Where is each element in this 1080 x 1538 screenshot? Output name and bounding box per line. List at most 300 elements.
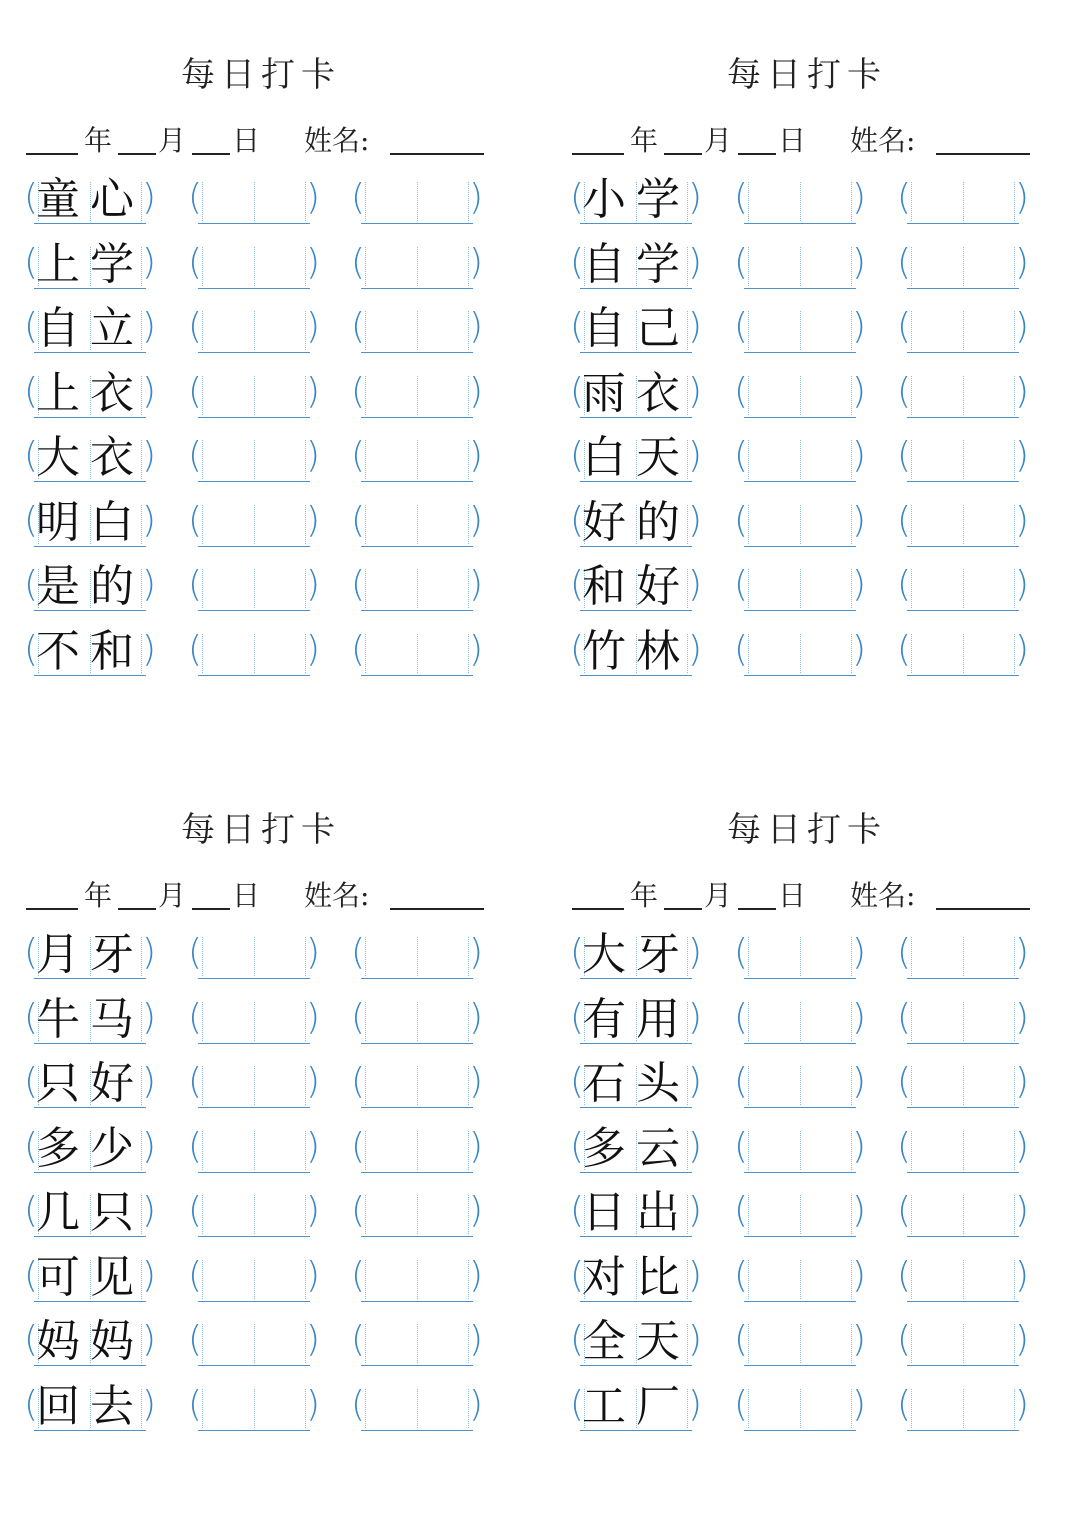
center-guide bbox=[254, 569, 255, 608]
date-name-line bbox=[26, 123, 496, 159]
left-paren: ( bbox=[734, 1254, 749, 1296]
practice-cell[interactable] bbox=[353, 1314, 481, 1370]
practice-cell[interactable] bbox=[736, 237, 864, 293]
writing-box[interactable] bbox=[744, 1189, 856, 1237]
writing-box[interactable] bbox=[361, 1125, 473, 1173]
writing-box[interactable] bbox=[907, 1254, 1019, 1302]
practice-cell[interactable] bbox=[353, 1250, 481, 1306]
name-label: 姓名: bbox=[850, 124, 916, 157]
left-paren: ( bbox=[734, 1383, 749, 1425]
center-guide bbox=[417, 634, 418, 673]
practice-cell[interactable] bbox=[736, 1056, 864, 1112]
practice-cell[interactable] bbox=[190, 992, 318, 1048]
practice-cell[interactable] bbox=[736, 430, 864, 486]
center-guide bbox=[800, 376, 801, 415]
left-paren: ( bbox=[734, 932, 749, 973]
writing-box[interactable] bbox=[198, 563, 310, 611]
writing-box[interactable] bbox=[907, 499, 1019, 547]
writing-box[interactable] bbox=[744, 434, 856, 482]
center-guide bbox=[254, 1195, 255, 1234]
practice-cell[interactable] bbox=[190, 1314, 318, 1370]
center-guide bbox=[254, 1324, 255, 1363]
example-cell bbox=[572, 559, 700, 615]
example-word: 月牙 bbox=[36, 929, 144, 980]
left-paren: ( bbox=[897, 177, 912, 218]
center-guide bbox=[963, 634, 964, 673]
practice-cell[interactable] bbox=[899, 624, 1027, 680]
right-paren: ) bbox=[305, 435, 320, 476]
writing-box[interactable] bbox=[361, 241, 473, 289]
writing-box[interactable] bbox=[361, 499, 473, 547]
practice-cell[interactable] bbox=[353, 927, 481, 983]
practice-cell[interactable] bbox=[736, 172, 864, 228]
practice-cell[interactable] bbox=[899, 1121, 1027, 1177]
practice-cell[interactable] bbox=[353, 172, 481, 228]
practice-cell[interactable] bbox=[190, 1250, 318, 1306]
practice-cell[interactable] bbox=[736, 927, 864, 983]
right-paren: ) bbox=[468, 932, 483, 973]
right-paren: ) bbox=[141, 370, 156, 412]
right-paren: ) bbox=[141, 241, 156, 283]
month-blank[interactable] bbox=[664, 908, 702, 910]
practice-cell[interactable] bbox=[899, 301, 1027, 357]
writing-box[interactable] bbox=[361, 996, 473, 1044]
right-paren: ) bbox=[305, 996, 320, 1038]
left-paren: ( bbox=[897, 435, 912, 476]
name-blank[interactable] bbox=[936, 908, 1030, 910]
writing-box[interactable] bbox=[907, 1060, 1019, 1108]
example-word: 是的 bbox=[36, 561, 144, 612]
example-word: 日出 bbox=[582, 1187, 690, 1238]
practice-cell[interactable] bbox=[736, 1379, 864, 1435]
left-paren: ( bbox=[570, 1061, 585, 1102]
writing-box[interactable] bbox=[907, 996, 1019, 1044]
left-paren: ( bbox=[24, 1254, 39, 1296]
writing-box[interactable] bbox=[907, 305, 1019, 353]
year-label: 年 bbox=[84, 124, 113, 157]
practice-cell[interactable] bbox=[736, 992, 864, 1048]
practice-cell[interactable] bbox=[190, 1185, 318, 1241]
day-blank[interactable] bbox=[192, 908, 230, 910]
writing-box[interactable] bbox=[361, 176, 473, 224]
year-label: 年 bbox=[630, 879, 659, 912]
writing-box[interactable] bbox=[744, 176, 856, 224]
writing-box[interactable] bbox=[198, 1254, 310, 1302]
word-row bbox=[26, 1379, 496, 1435]
right-paren: ) bbox=[1014, 499, 1029, 541]
left-paren: ( bbox=[570, 177, 585, 218]
writing-box[interactable] bbox=[907, 241, 1019, 289]
left-paren: ( bbox=[734, 370, 749, 412]
center-guide bbox=[963, 1260, 964, 1299]
center-guide bbox=[963, 569, 964, 608]
writing-box[interactable] bbox=[907, 370, 1019, 418]
day-label: 日 bbox=[232, 879, 261, 912]
example-word: 童心 bbox=[36, 174, 144, 225]
writing-box[interactable] bbox=[361, 1189, 473, 1237]
practice-cell[interactable] bbox=[353, 366, 481, 422]
left-paren: ( bbox=[24, 1383, 39, 1425]
right-paren: ) bbox=[851, 1254, 866, 1296]
writing-box[interactable] bbox=[744, 1060, 856, 1108]
writing-box[interactable] bbox=[907, 176, 1019, 224]
practice-cell[interactable] bbox=[736, 495, 864, 551]
practice-cell[interactable] bbox=[736, 366, 864, 422]
center-guide bbox=[800, 1066, 801, 1105]
center-guide bbox=[800, 1389, 801, 1428]
word-row bbox=[26, 237, 496, 293]
practice-cell[interactable] bbox=[899, 1314, 1027, 1370]
practice-cell[interactable] bbox=[353, 624, 481, 680]
practice-cell[interactable] bbox=[190, 624, 318, 680]
writing-box[interactable] bbox=[198, 1125, 310, 1173]
center-guide bbox=[800, 1260, 801, 1299]
writing-box[interactable] bbox=[744, 1254, 856, 1302]
left-paren: ( bbox=[897, 1383, 912, 1425]
month-blank[interactable] bbox=[118, 153, 156, 155]
writing-box[interactable] bbox=[744, 1318, 856, 1366]
left-paren: ( bbox=[24, 1125, 39, 1167]
example-cell bbox=[26, 1379, 154, 1435]
writing-box[interactable] bbox=[744, 1125, 856, 1173]
example-cell bbox=[572, 1250, 700, 1306]
writing-box[interactable] bbox=[361, 628, 473, 676]
right-paren: ) bbox=[1014, 306, 1029, 347]
left-paren: ( bbox=[24, 435, 39, 476]
left-paren: ( bbox=[351, 932, 366, 973]
example-word: 竹林 bbox=[582, 625, 690, 677]
writing-box[interactable] bbox=[744, 305, 856, 353]
center-guide bbox=[800, 505, 801, 544]
center-guide bbox=[963, 1002, 964, 1041]
practice-cell[interactable] bbox=[353, 495, 481, 551]
right-paren: ) bbox=[851, 1061, 866, 1102]
writing-box[interactable] bbox=[198, 1318, 310, 1366]
left-paren: ( bbox=[24, 1061, 39, 1102]
practice-cell[interactable] bbox=[899, 1056, 1027, 1112]
right-paren: ) bbox=[141, 177, 156, 218]
practice-cell[interactable] bbox=[736, 1314, 864, 1370]
left-paren: ( bbox=[188, 435, 203, 476]
center-guide bbox=[417, 1324, 418, 1363]
practice-cell[interactable] bbox=[899, 172, 1027, 228]
writing-box[interactable] bbox=[744, 931, 856, 979]
left-paren: ( bbox=[188, 177, 203, 218]
center-guide bbox=[963, 1131, 964, 1170]
practice-cell[interactable] bbox=[190, 559, 318, 615]
practice-cell[interactable] bbox=[190, 366, 318, 422]
example-cell bbox=[26, 559, 154, 615]
left-paren: ( bbox=[188, 1383, 203, 1425]
year-blank[interactable] bbox=[26, 153, 78, 155]
writing-box[interactable] bbox=[361, 563, 473, 611]
writing-box[interactable] bbox=[198, 241, 310, 289]
name-blank[interactable] bbox=[936, 153, 1030, 155]
left-paren: ( bbox=[570, 996, 585, 1038]
right-paren: ) bbox=[468, 435, 483, 476]
writing-box[interactable] bbox=[361, 1318, 473, 1366]
practice-cell[interactable] bbox=[353, 1185, 481, 1241]
left-paren: ( bbox=[188, 306, 203, 347]
writing-box[interactable] bbox=[198, 499, 310, 547]
left-paren: ( bbox=[897, 564, 912, 605]
center-guide bbox=[417, 376, 418, 415]
right-paren: ) bbox=[1014, 1254, 1029, 1296]
day-blank[interactable] bbox=[738, 153, 776, 155]
writing-box[interactable] bbox=[907, 1125, 1019, 1173]
writing-box[interactable] bbox=[198, 370, 310, 418]
left-paren: ( bbox=[24, 499, 39, 541]
example-cell bbox=[26, 301, 154, 357]
left-paren: ( bbox=[734, 564, 749, 605]
word-row bbox=[26, 992, 496, 1048]
sheet-title: 每日打卡 bbox=[181, 810, 341, 850]
practice-cell[interactable] bbox=[899, 927, 1027, 983]
writing-box[interactable] bbox=[744, 499, 856, 547]
example-word: 妈妈 bbox=[36, 1316, 144, 1367]
practice-cell[interactable] bbox=[190, 1379, 318, 1435]
practice-cell[interactable] bbox=[899, 366, 1027, 422]
right-paren: ) bbox=[141, 932, 156, 973]
left-paren: ( bbox=[351, 177, 366, 218]
example-cell bbox=[572, 172, 700, 228]
word-row bbox=[572, 495, 1042, 551]
center-guide bbox=[800, 247, 801, 286]
center-guide bbox=[254, 1260, 255, 1299]
right-paren: ) bbox=[851, 1190, 866, 1231]
writing-box[interactable] bbox=[361, 1060, 473, 1108]
center-guide bbox=[417, 1389, 418, 1428]
right-paren: ) bbox=[468, 1319, 483, 1360]
example-cell bbox=[26, 1250, 154, 1306]
writing-box[interactable] bbox=[744, 1383, 856, 1431]
example-cell bbox=[572, 1121, 700, 1177]
practice-cell[interactable] bbox=[736, 624, 864, 680]
left-paren: ( bbox=[188, 499, 203, 541]
example-cell bbox=[26, 495, 154, 551]
left-paren: ( bbox=[734, 1190, 749, 1231]
writing-box[interactable] bbox=[744, 241, 856, 289]
practice-cell[interactable] bbox=[353, 301, 481, 357]
right-paren: ) bbox=[851, 306, 866, 347]
practice-cell[interactable] bbox=[353, 237, 481, 293]
sheet-title: 每日打卡 bbox=[727, 55, 887, 95]
practice-cell[interactable] bbox=[899, 559, 1027, 615]
center-guide bbox=[800, 1131, 801, 1170]
right-paren: ) bbox=[468, 1254, 483, 1296]
word-row bbox=[26, 172, 496, 228]
writing-box[interactable] bbox=[907, 1189, 1019, 1237]
left-paren: ( bbox=[897, 241, 912, 283]
writing-box[interactable] bbox=[361, 931, 473, 979]
example-word: 上学 bbox=[36, 238, 144, 290]
example-cell bbox=[572, 927, 700, 983]
left-paren: ( bbox=[188, 370, 203, 412]
example-word: 大衣 bbox=[36, 432, 144, 483]
writing-box[interactable] bbox=[361, 434, 473, 482]
word-row bbox=[572, 1121, 1042, 1177]
right-paren: ) bbox=[305, 241, 320, 283]
example-cell bbox=[572, 237, 700, 293]
right-paren: ) bbox=[305, 564, 320, 605]
year-blank[interactable] bbox=[26, 908, 78, 910]
left-paren: ( bbox=[351, 241, 366, 283]
practice-cell[interactable] bbox=[736, 1185, 864, 1241]
left-paren: ( bbox=[734, 499, 749, 541]
word-row bbox=[572, 927, 1042, 983]
practice-cell[interactable] bbox=[190, 237, 318, 293]
right-paren: ) bbox=[687, 306, 702, 347]
center-guide bbox=[417, 440, 418, 479]
practice-cell[interactable] bbox=[190, 1056, 318, 1112]
month-blank[interactable] bbox=[664, 153, 702, 155]
name-blank[interactable] bbox=[390, 153, 484, 155]
day-label: 日 bbox=[778, 124, 807, 157]
writing-box[interactable] bbox=[744, 370, 856, 418]
example-word: 多云 bbox=[582, 1122, 690, 1174]
right-paren: ) bbox=[141, 1061, 156, 1102]
practice-cell[interactable] bbox=[353, 1056, 481, 1112]
word-row bbox=[572, 366, 1042, 422]
word-row bbox=[26, 624, 496, 680]
practice-cell[interactable] bbox=[190, 927, 318, 983]
sheet-title: 每日打卡 bbox=[727, 810, 887, 850]
practice-cell[interactable] bbox=[899, 1185, 1027, 1241]
center-guide bbox=[800, 1324, 801, 1363]
center-guide bbox=[800, 1002, 801, 1041]
checkin-sheet bbox=[26, 55, 496, 755]
writing-box[interactable] bbox=[198, 1383, 310, 1431]
writing-box[interactable] bbox=[907, 931, 1019, 979]
practice-cell[interactable] bbox=[190, 495, 318, 551]
left-paren: ( bbox=[351, 1383, 366, 1425]
center-guide bbox=[800, 1195, 801, 1234]
example-word: 对比 bbox=[582, 1251, 690, 1303]
practice-cell[interactable] bbox=[190, 172, 318, 228]
practice-cell[interactable] bbox=[353, 1379, 481, 1435]
right-paren: ) bbox=[851, 370, 866, 412]
right-paren: ) bbox=[1014, 241, 1029, 283]
right-paren: ) bbox=[1014, 435, 1029, 476]
name-blank[interactable] bbox=[390, 908, 484, 910]
checkin-sheet bbox=[572, 810, 1042, 1510]
writing-box[interactable] bbox=[198, 628, 310, 676]
left-paren: ( bbox=[570, 1125, 585, 1167]
word-row bbox=[572, 1379, 1042, 1435]
date-name-line bbox=[26, 878, 496, 914]
writing-box[interactable] bbox=[907, 563, 1019, 611]
practice-cell[interactable] bbox=[353, 992, 481, 1048]
writing-box[interactable] bbox=[744, 628, 856, 676]
center-guide bbox=[963, 505, 964, 544]
writing-box[interactable] bbox=[198, 1189, 310, 1237]
writing-box[interactable] bbox=[907, 1318, 1019, 1366]
center-guide bbox=[800, 634, 801, 673]
practice-cell[interactable] bbox=[190, 301, 318, 357]
practice-cell[interactable] bbox=[899, 495, 1027, 551]
left-paren: ( bbox=[897, 370, 912, 412]
left-paren: ( bbox=[188, 996, 203, 1038]
practice-cell[interactable] bbox=[899, 1250, 1027, 1306]
year-blank[interactable] bbox=[572, 153, 624, 155]
center-guide bbox=[963, 182, 964, 221]
writing-box[interactable] bbox=[361, 1254, 473, 1302]
writing-box[interactable] bbox=[361, 305, 473, 353]
practice-cell[interactable] bbox=[190, 1121, 318, 1177]
practice-cell[interactable] bbox=[899, 237, 1027, 293]
left-paren: ( bbox=[351, 1125, 366, 1167]
day-blank[interactable] bbox=[192, 153, 230, 155]
practice-cell[interactable] bbox=[736, 1250, 864, 1306]
word-row bbox=[572, 1314, 1042, 1370]
checkin-sheet bbox=[26, 810, 496, 1510]
example-cell bbox=[26, 992, 154, 1048]
right-paren: ) bbox=[851, 241, 866, 283]
day-blank[interactable] bbox=[738, 908, 776, 910]
practice-cell[interactable] bbox=[899, 430, 1027, 486]
practice-cell[interactable] bbox=[353, 559, 481, 615]
practice-cell[interactable] bbox=[736, 301, 864, 357]
year-blank[interactable] bbox=[572, 908, 624, 910]
writing-box[interactable] bbox=[907, 434, 1019, 482]
practice-cell[interactable] bbox=[190, 430, 318, 486]
example-word: 自己 bbox=[582, 303, 690, 354]
writing-box[interactable] bbox=[198, 1060, 310, 1108]
practice-cell[interactable] bbox=[899, 1379, 1027, 1435]
writing-box[interactable] bbox=[361, 370, 473, 418]
writing-box[interactable] bbox=[198, 996, 310, 1044]
left-paren: ( bbox=[570, 564, 585, 605]
center-guide bbox=[800, 440, 801, 479]
left-paren: ( bbox=[188, 1254, 203, 1296]
center-guide bbox=[800, 937, 801, 976]
left-paren: ( bbox=[570, 1319, 585, 1360]
practice-cell[interactable] bbox=[353, 1121, 481, 1177]
example-word: 上衣 bbox=[36, 367, 144, 419]
writing-box[interactable] bbox=[907, 1383, 1019, 1431]
practice-cell[interactable] bbox=[736, 559, 864, 615]
right-paren: ) bbox=[1014, 370, 1029, 412]
right-paren: ) bbox=[687, 1319, 702, 1360]
writing-box[interactable] bbox=[907, 628, 1019, 676]
left-paren: ( bbox=[897, 932, 912, 973]
writing-box[interactable] bbox=[198, 434, 310, 482]
practice-cell[interactable] bbox=[899, 992, 1027, 1048]
left-paren: ( bbox=[897, 628, 912, 670]
writing-box[interactable] bbox=[744, 996, 856, 1044]
month-blank[interactable] bbox=[118, 908, 156, 910]
writing-box[interactable] bbox=[361, 1383, 473, 1431]
writing-box[interactable] bbox=[198, 305, 310, 353]
right-paren: ) bbox=[141, 1125, 156, 1167]
year-label: 年 bbox=[84, 879, 113, 912]
right-paren: ) bbox=[468, 996, 483, 1038]
right-paren: ) bbox=[141, 435, 156, 476]
right-paren: ) bbox=[687, 1061, 702, 1102]
writing-box[interactable] bbox=[198, 176, 310, 224]
practice-cell[interactable] bbox=[353, 430, 481, 486]
left-paren: ( bbox=[188, 1319, 203, 1360]
right-paren: ) bbox=[305, 1190, 320, 1231]
right-paren: ) bbox=[468, 177, 483, 218]
right-paren: ) bbox=[851, 1319, 866, 1360]
writing-box[interactable] bbox=[744, 563, 856, 611]
practice-cell[interactable] bbox=[736, 1121, 864, 1177]
month-label: 月 bbox=[158, 879, 187, 912]
center-guide bbox=[254, 440, 255, 479]
right-paren: ) bbox=[1014, 564, 1029, 605]
writing-box[interactable] bbox=[198, 931, 310, 979]
